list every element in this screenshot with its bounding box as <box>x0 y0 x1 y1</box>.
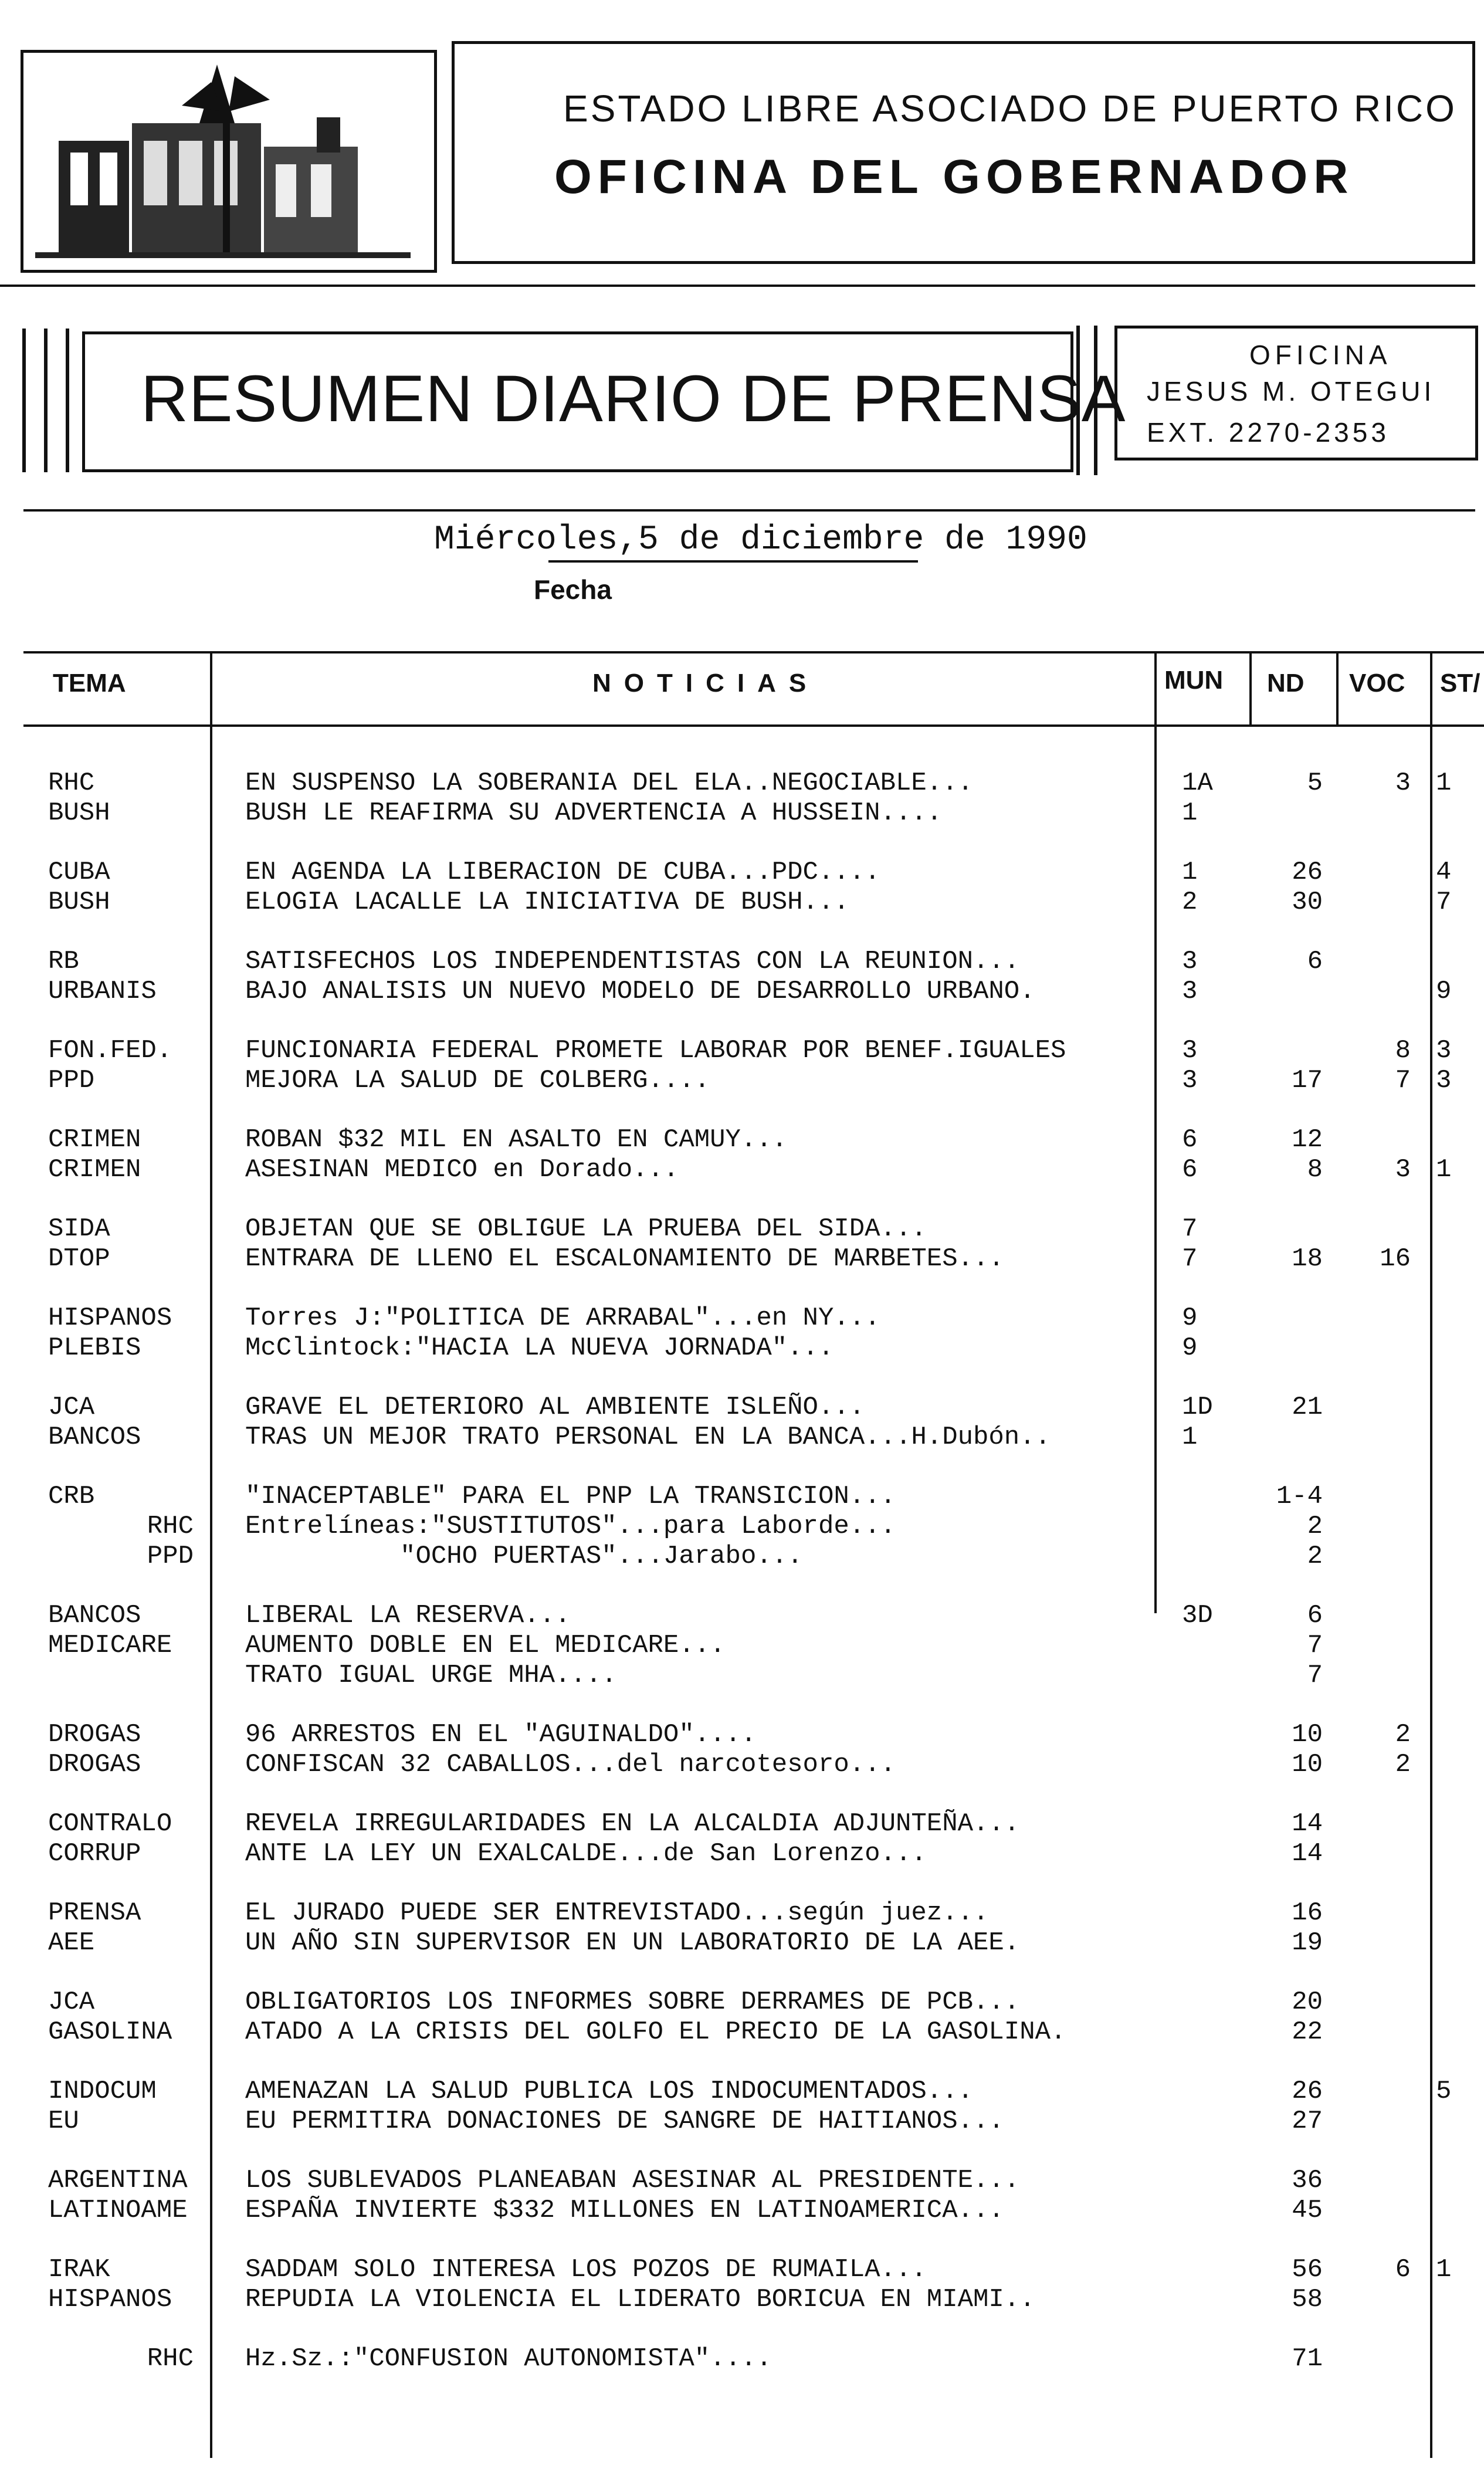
row-tema: PLEBIS <box>48 1333 141 1363</box>
row-nd: 18 <box>1292 1244 1323 1274</box>
row-nd: 27 <box>1292 2107 1323 2136</box>
row-tema: EU <box>48 2107 79 2136</box>
row-tema: CRB <box>48 1482 95 1511</box>
row-voc: 3 <box>1395 768 1411 798</box>
row-noticia: ROBAN $32 MIL EN ASALTO EN CAMUY... <box>245 1125 788 1154</box>
row-tema: MEDICARE <box>48 1631 172 1660</box>
row-nd: 10 <box>1292 1720 1323 1749</box>
row-nd: 6 <box>1307 947 1323 976</box>
row-noticia: ELOGIA LACALLE LA INICIATIVA DE BUSH... <box>245 888 849 917</box>
row-noticia: McClintock:"HACIA LA NUEVA JORNADA"... <box>245 1333 834 1363</box>
row-st: 1 <box>1436 768 1452 798</box>
row-tema: ARGENTINA <box>48 2166 188 2195</box>
row-tema: SIDA <box>48 1214 110 1244</box>
row-nd: 10 <box>1292 1750 1323 1779</box>
row-st: 9 <box>1436 977 1452 1006</box>
row-tema: RHC <box>48 768 95 798</box>
left-bar-3 <box>66 329 69 472</box>
row-nd: 22 <box>1292 2017 1323 2047</box>
row-noticia: BUSH LE REAFIRMA SU ADVERTENCIA A HUSSEIN.... <box>245 798 943 828</box>
row-noticia: CONFISCAN 32 CABALLOS...del narcotesoro... <box>245 1750 896 1779</box>
row-tema: DROGAS <box>48 1750 141 1779</box>
office-title: OFICINA DEL GOBERNADOR <box>554 150 1354 204</box>
row-tema: PPD <box>48 1066 95 1095</box>
row-noticia: TRAS UN MEJOR TRATO PERSONAL EN LA BANCA...H.Dubón.. <box>245 1423 1051 1452</box>
row-noticia: GRAVE EL DETERIORO AL AMBIENTE ISLEÑO... <box>245 1393 865 1422</box>
row-voc: 16 <box>1380 1244 1411 1274</box>
row-tema: IRAK <box>48 2255 110 2284</box>
row-nd: 14 <box>1292 1839 1323 1868</box>
row-nd: 17 <box>1292 1066 1323 1095</box>
row-tema: CRIMEN <box>48 1125 141 1154</box>
row-noticia: "INACEPTABLE" PARA EL PNP LA TRANSICION... <box>245 1482 896 1511</box>
date-underline <box>548 560 918 563</box>
government-line: ESTADO LIBRE ASOCIADO DE PUERTO RICO <box>563 87 1457 130</box>
row-noticia: "OCHO PUERTAS"...Jarabo... <box>245 1542 803 1571</box>
row-nd: 5 <box>1307 768 1323 798</box>
table-header-rule <box>23 724 1484 727</box>
row-tema: DTOP <box>48 1244 110 1274</box>
row-noticia: TRATO IGUAL URGE MHA.... <box>245 1661 617 1690</box>
row-noticia: SATISFECHOS LOS INDEPENDENTISTAS CON LA REUNION... <box>245 947 1020 976</box>
row-st: 1 <box>1436 1155 1452 1184</box>
row-tema: RHC <box>147 1512 194 1541</box>
row-st: 4 <box>1436 858 1452 887</box>
row-tema: CORRUP <box>48 1839 141 1868</box>
oficina-label: OFICINA <box>1249 340 1392 370</box>
row-mun: 1 <box>1182 1423 1198 1452</box>
building-engraving-logo <box>23 53 434 270</box>
row-noticia: BAJO ANALISIS UN NUEVO MODELO DE DESARROLLO URBANO. <box>245 977 1035 1006</box>
row-tema: CRIMEN <box>48 1155 141 1184</box>
row-mun: 3D <box>1182 1601 1213 1630</box>
row-tema: INDOCUM <box>48 2077 157 2106</box>
row-nd: 2 <box>1307 1542 1323 1571</box>
row-mun: 3 <box>1182 1036 1198 1065</box>
table-top-rule <box>23 651 1484 653</box>
row-noticia: ESPAÑA INVIERTE $332 MILLONES EN LATINOAMERICA... <box>245 2196 1004 2225</box>
row-noticia: EN AGENDA LA LIBERACION DE CUBA...PDC.... <box>245 858 880 887</box>
row-tema: JCA <box>48 1987 95 2017</box>
row-tema: CONTRALO <box>48 1809 172 1838</box>
row-mun: 7 <box>1182 1214 1198 1244</box>
row-nd: 71 <box>1292 2344 1323 2373</box>
col-header-nd: ND <box>1267 669 1305 697</box>
row-tema: HISPANOS <box>48 2285 172 2314</box>
row-nd: 26 <box>1292 2077 1323 2106</box>
row-nd: 8 <box>1307 1155 1323 1184</box>
row-tema: DROGAS <box>48 1720 141 1749</box>
date-text: Miércoles,5 de diciembre de 1990 <box>434 521 1087 559</box>
row-tema: BUSH <box>48 798 110 828</box>
row-noticia: EL JURADO PUEDE SER ENTREVISTADO...según juez... <box>245 1898 989 1928</box>
left-bar-2 <box>44 329 48 472</box>
row-nd: 2 <box>1307 1512 1323 1541</box>
document-title: RESUMEN DIARIO DE PRENSA <box>141 362 1126 435</box>
row-st: 3 <box>1436 1066 1452 1095</box>
left-bar-1 <box>22 329 26 472</box>
row-nd: 30 <box>1292 888 1323 917</box>
row-nd: 16 <box>1292 1898 1323 1928</box>
row-mun: 1 <box>1182 798 1198 828</box>
row-voc: 2 <box>1395 1720 1411 1749</box>
row-tema: URBANIS <box>48 977 157 1006</box>
row-nd: 19 <box>1292 1928 1323 1958</box>
row-mun: 9 <box>1182 1333 1198 1363</box>
row-nd: 12 <box>1292 1125 1323 1154</box>
header-rule <box>0 285 1475 287</box>
col-header-st: ST/ <box>1440 669 1480 697</box>
row-nd: 14 <box>1292 1809 1323 1838</box>
row-mun: 1A <box>1182 768 1213 798</box>
row-nd: 20 <box>1292 1987 1323 2017</box>
row-nd: 7 <box>1307 1631 1323 1660</box>
nd-divider <box>1249 651 1252 724</box>
row-tema: GASOLINA <box>48 2017 172 2047</box>
row-nd: 7 <box>1307 1661 1323 1690</box>
row-noticia: ATADO A LA CRISIS DEL GOLFO EL PRECIO DE LA GASOLINA. <box>245 2017 1066 2047</box>
row-tema: RHC <box>147 2344 194 2373</box>
row-voc: 3 <box>1395 1155 1411 1184</box>
row-st: 5 <box>1436 2077 1452 2106</box>
row-mun: 1 <box>1182 858 1198 887</box>
row-mun: 6 <box>1182 1155 1198 1184</box>
row-tema: RB <box>48 947 79 976</box>
row-noticia: LOS SUBLEVADOS PLANEABAN ASESINAR AL PRESIDENTE... <box>245 2166 1020 2195</box>
voc-divider <box>1336 651 1339 724</box>
col-header-noticias: NOTICIAS <box>592 669 819 697</box>
row-mun: 9 <box>1182 1303 1198 1333</box>
row-noticia: AUMENTO DOBLE EN EL MEDICARE... <box>245 1631 726 1660</box>
row-voc: 2 <box>1395 1750 1411 1779</box>
mun-divider <box>1154 651 1157 1613</box>
logo-frame <box>21 50 437 273</box>
row-st: 3 <box>1436 1036 1452 1065</box>
row-mun: 2 <box>1182 888 1198 917</box>
row-noticia: EN SUSPENSO LA SOBERANIA DEL ELA..NEGOCIABLE... <box>245 768 974 798</box>
row-noticia: OBJETAN QUE SE OBLIGUE LA PRUEBA DEL SIDA... <box>245 1214 927 1244</box>
row-st: 7 <box>1436 888 1452 917</box>
row-noticia: Hz.Sz.:"CONFUSION AUTONOMISTA".... <box>245 2344 772 2373</box>
row-noticia: ANTE LA LEY UN EXALCALDE...de San Lorenzo... <box>245 1839 927 1868</box>
row-mun: 7 <box>1182 1244 1198 1274</box>
row-tema: JCA <box>48 1393 95 1422</box>
row-st: 1 <box>1436 2255 1452 2284</box>
row-noticia: OBLIGATORIOS LOS INFORMES SOBRE DERRAMES DE PCB... <box>245 1987 1020 2017</box>
fecha-label: Fecha <box>534 574 612 605</box>
row-tema: PRENSA <box>48 1898 141 1928</box>
col-header-mun: MUN <box>1164 666 1224 695</box>
row-tema: HISPANOS <box>48 1303 172 1333</box>
row-noticia: SADDAM SOLO INTERESA LOS POZOS DE RUMAILA... <box>245 2255 927 2284</box>
row-noticia: ENTRARA DE LLENO EL ESCALONAMIENTO DE MARBETES... <box>245 1244 1004 1274</box>
row-voc: 6 <box>1395 2255 1411 2284</box>
row-voc: 7 <box>1395 1066 1411 1095</box>
row-noticia: REPUDIA LA VIOLENCIA EL LIDERATO BORICUA EN MIAMI.. <box>245 2285 1035 2314</box>
row-noticia: UN AÑO SIN SUPERVISOR EN UN LABORATORIO DE LA AEE. <box>245 1928 1020 1958</box>
row-mun: 1D <box>1182 1393 1213 1422</box>
st-divider <box>1430 651 1432 2458</box>
row-nd: 58 <box>1292 2285 1323 2314</box>
row-noticia: ASESINAN MEDICO en Dorado... <box>245 1155 679 1184</box>
row-nd: 1-4 <box>1276 1482 1323 1511</box>
row-tema: AEE <box>48 1928 95 1958</box>
row-nd: 45 <box>1292 2196 1323 2225</box>
row-noticia: FUNCIONARIA FEDERAL PROMETE LABORAR POR BENEF.IGUALES <box>245 1036 1066 1065</box>
row-noticia: Torres J:"POLITICA DE ARRABAL"...en NY... <box>245 1303 880 1333</box>
oficina-extension: EXT. 2270-2353 <box>1147 417 1390 448</box>
row-noticia: EU PERMITIRA DONACIONES DE SANGRE DE HAITIANOS... <box>245 2107 1004 2136</box>
row-voc: 8 <box>1395 1036 1411 1065</box>
row-tema: CUBA <box>48 858 110 887</box>
row-noticia: Entrelíneas:"SUSTITUTOS"...para Laborde... <box>245 1512 896 1541</box>
row-mun: 3 <box>1182 1066 1198 1095</box>
row-noticia: LIBERAL LA RESERVA... <box>245 1601 571 1630</box>
row-mun: 3 <box>1182 977 1198 1006</box>
col-header-voc: VOC <box>1349 669 1405 697</box>
row-nd: 21 <box>1292 1393 1323 1422</box>
row-noticia: REVELA IRREGULARIDADES EN LA ALCALDIA ADJUNTEÑA... <box>245 1809 1020 1838</box>
row-tema: LATINOAME <box>48 2196 188 2225</box>
row-noticia: 96 ARRESTOS EN EL "AGUINALDO".... <box>245 1720 757 1749</box>
row-mun: 3 <box>1182 947 1198 976</box>
row-tema: BUSH <box>48 888 110 917</box>
row-noticia: MEJORA LA SALUD DE COLBERG.... <box>245 1066 710 1095</box>
row-tema: FON.FED. <box>48 1036 172 1065</box>
row-tema: BANCOS <box>48 1601 141 1630</box>
section-rule <box>23 509 1475 512</box>
oficina-name: JESUS M. OTEGUI <box>1147 376 1435 407</box>
row-nd: 6 <box>1307 1601 1323 1630</box>
row-nd: 36 <box>1292 2166 1323 2195</box>
row-noticia: AMENAZAN LA SALUD PUBLICA LOS INDOCUMENTADOS... <box>245 2077 974 2106</box>
row-mun: 6 <box>1182 1125 1198 1154</box>
row-tema: PPD <box>147 1542 194 1571</box>
row-nd: 26 <box>1292 858 1323 887</box>
row-tema: BANCOS <box>48 1423 141 1452</box>
tema-divider <box>210 651 212 2458</box>
row-nd: 56 <box>1292 2255 1323 2284</box>
col-header-tema: TEMA <box>53 669 126 697</box>
